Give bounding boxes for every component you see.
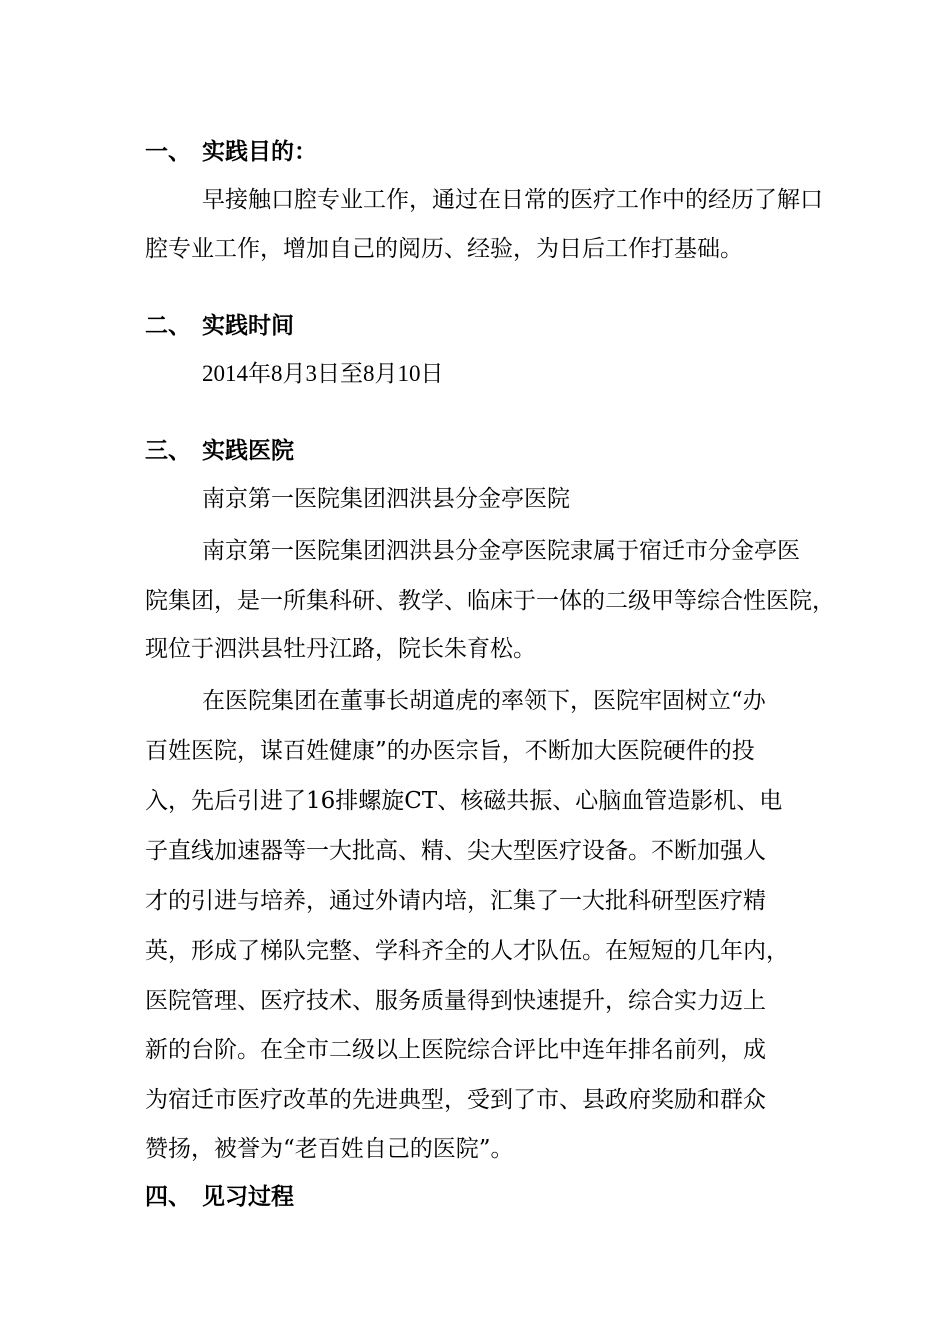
paragraph-line: 腔专业工作，增加自己的阅历、经验，为日后工作打基础。 — [145, 236, 743, 262]
paragraph-line: 现位于泗洪县牡丹江路，院长朱育松。 — [145, 636, 536, 662]
hospital-name: 南京第一医院集团泗洪县分金亭医院 — [202, 486, 570, 512]
section-heading-process — [145, 1182, 294, 1212]
section-title: 见习过程 — [202, 1184, 294, 1210]
practice-date: 2014年8月3日至8月10日 — [202, 361, 444, 386]
paragraph-line: 院集团，是一所集科研、教学、临床于一体的二级甲等综合性医院， — [145, 588, 835, 614]
paragraph-line: 子直线加速器等一大批高、精、尖大型医疗设备。不断加强人 — [145, 838, 766, 864]
paragraph-line: 才的引进与培养，通过外请内培，汇集了一大批科研型医疗精 — [145, 888, 766, 914]
paragraph-line: 早接触口腔专业工作，通过在日常的医疗工作中的经历了解口 — [202, 187, 823, 213]
paragraph-line: 医院管理、医疗技术、服务质量得到快速提升，综合实力迈上 — [145, 988, 766, 1014]
section-title: 实践目的： — [202, 139, 317, 165]
section-heading-time — [145, 311, 294, 341]
paragraph-line: 赞扬，被誉为“老百姓自己的医院”。 — [145, 1136, 514, 1162]
paragraph-line: 英，形成了梯队完整、学科齐全的人才队伍。在短短的几年内， — [145, 938, 789, 964]
paragraph-line: 新的台阶。在全市二级以上医院综合评比中连年排名前列，成 — [145, 1037, 766, 1063]
paragraph-line: 在医院集团在董事长胡道虎的率领下，医院牢固树立“办 — [202, 688, 766, 714]
section-number: 三、 — [145, 438, 191, 464]
paragraph-line: 入，先后引进了16排螺旋CT、核磁共振、心脑血管造影机、电 — [145, 788, 783, 814]
section-heading-hospital — [145, 436, 294, 466]
section-number: 一、 — [145, 139, 191, 165]
paragraph-line: 百姓医院，谋百姓健康”的办医宗旨，不断加大医院硬件的投 — [145, 738, 755, 764]
section-number: 四、 — [145, 1184, 191, 1210]
paragraph-line: 为宿迁市医疗改革的先进典型，受到了市、县政府奖励和群众 — [145, 1087, 766, 1113]
paragraph-line: 南京第一医院集团泗洪县分金亭医院隶属于宿迁市分金亭医 — [202, 538, 800, 564]
section-number: 二、 — [145, 313, 191, 339]
section-title: 实践医院 — [202, 438, 294, 464]
section-title: 实践时间 — [202, 313, 294, 339]
section-heading-purpose — [145, 137, 317, 167]
